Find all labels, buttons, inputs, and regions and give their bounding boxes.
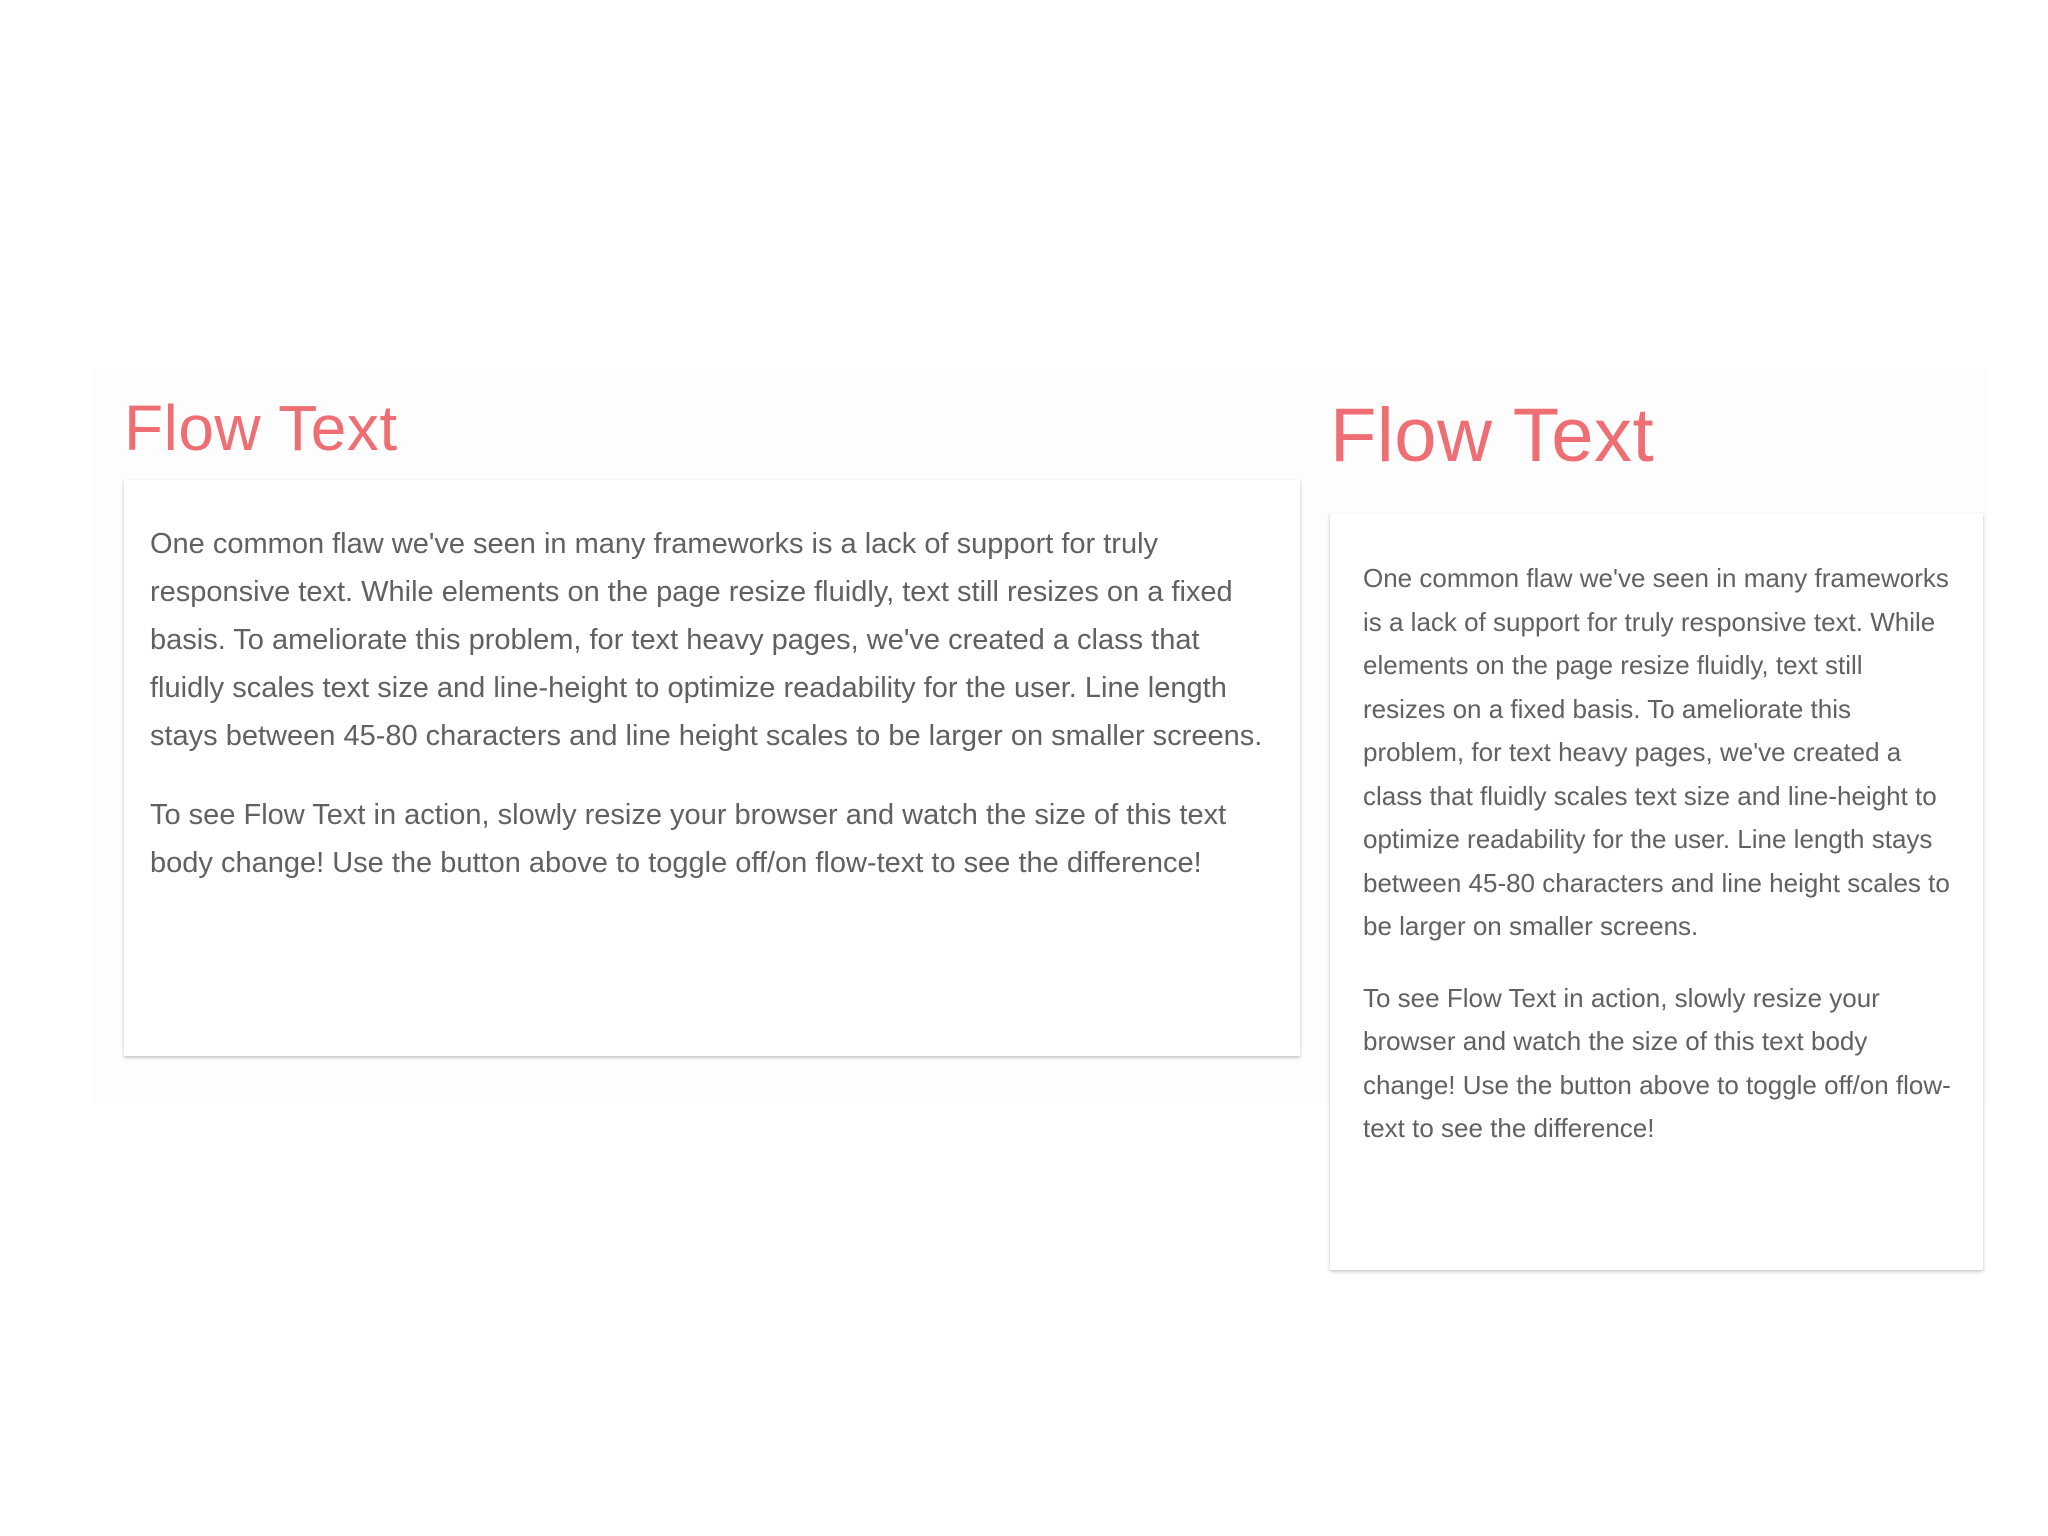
panel-title: Flow Text [124,392,398,464]
body-paragraph-2: To see Flow Text in action, slowly resize your browser and watch the size of this text body change! Use the button above to toggle off/on flow-text to see the difference! [150,799,1227,879]
text-card [1330,513,1983,1270]
body-paragraph-1: One common flaw we've seen in many frameworks is a lack of support for truly responsive text. While elements on the page resize fluidly, text still resizes on a fixed basis. To ameliorate this problem, for text heavy pages, we've created a class that fluidly scales text size and line-height to optimize readability for the user. Line length stays between 45-80 characters and line height scales to be larger on smaller screens. [150,528,1263,752]
body-paragraph-1: One common flaw we've seen in many frameworks is a lack of support for truly responsive text. While elements on the page resize fluidly, text still resizes on a fixed basis. To ameliorate this problem, for text heavy pages, we've created a class that fluidly scales text size and line-height to optimize readability for the user. Line length stays between 45-80 characters and line height scales to be larger on smaller screens. [1363,563,1950,941]
text-card [124,480,1300,1056]
flow-text-panel-left [124,390,1300,1056]
flow-text-panel-right [1330,390,1983,1270]
body-paragraph-2: To see Flow Text in action, slowly resize your browser and watch the size of this text body change! Use the button above to toggle off/on flow-text to see the difference! [1363,982,1951,1143]
panel-title: Flow Text [1330,393,1655,478]
